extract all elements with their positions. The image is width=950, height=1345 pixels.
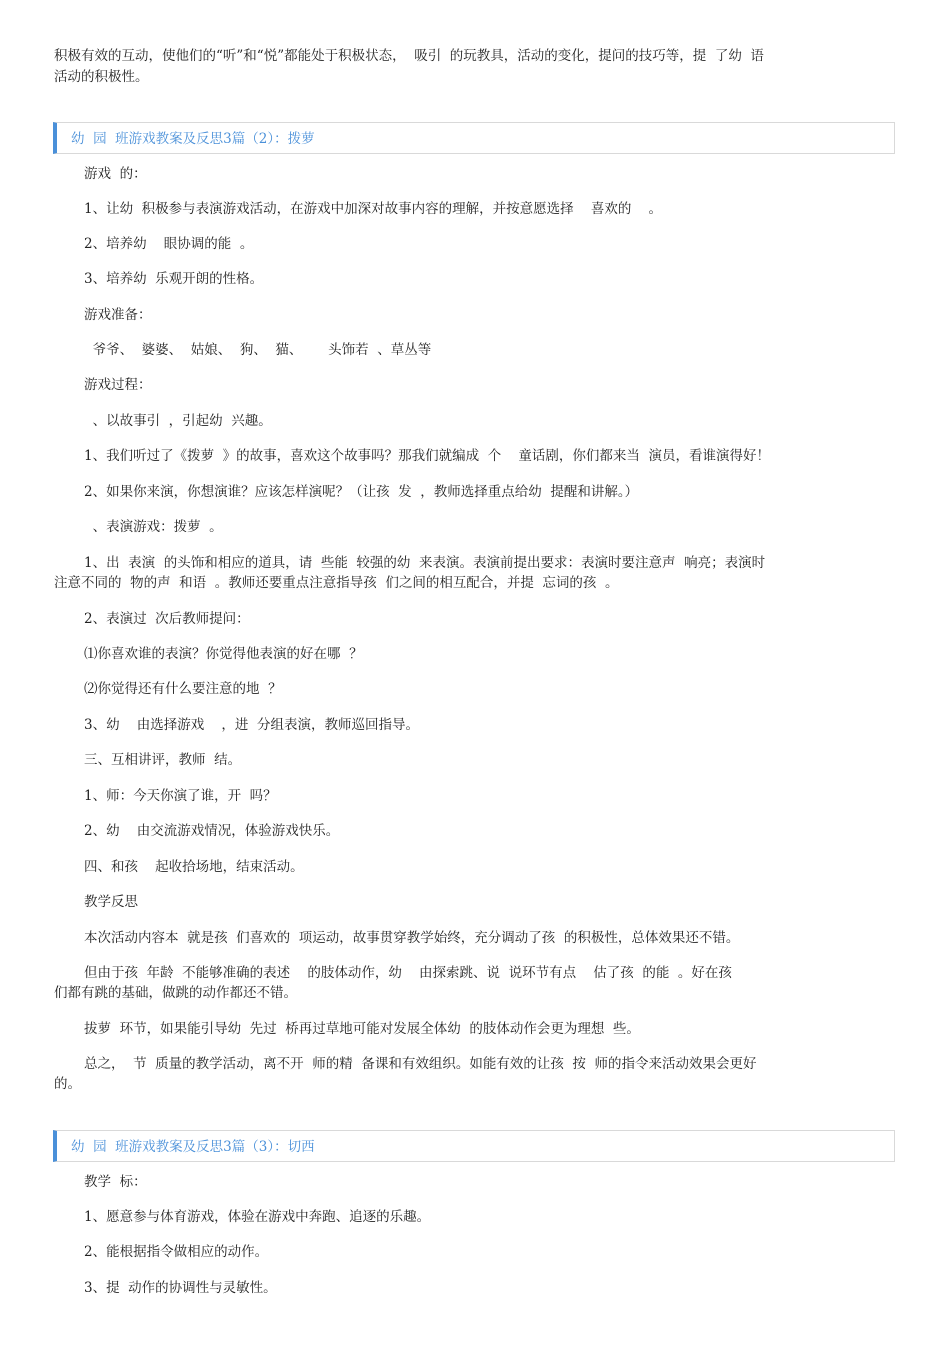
s2-line-b: 3、幼 由选择游戏 ，进 分组表演，教师巡回指导。 <box>84 717 420 733</box>
s2-line-b: 四、和孩 起收拾场地，结束活动。 <box>84 859 304 875</box>
section-3-title: 幼 园 班游戏教案及反思3篇（3）：切西 <box>71 1139 315 1155</box>
s2-line-b: 2、幼 由交流游戏情况，体验游戏快乐。 <box>84 823 340 839</box>
s2-line-b: 三、互相讲评，教师 结。 <box>84 752 242 768</box>
reflection-line-3a: 总之， 节 质量的教学活动，离不开 师的精 备课和有效组织。如能有效的让孩 按 师的指令来活动效果会更好 <box>84 1056 757 1072</box>
reflection-line-2: 拔萝 环节，如果能引导幼 先过 桥再过草地可能对发展全体幼 的肢体动作会更为理想 些。 <box>84 1021 640 1037</box>
intro-line-2: 活动的积极性。 <box>54 69 149 85</box>
s2-line: 游戏过程： <box>84 377 152 393</box>
s3-line: 3、提 动作的协调性与灵敏性。 <box>84 1280 277 1296</box>
section-2-title: 幼 园 班游戏教案及反思3篇（2）：拨萝 <box>71 131 315 147</box>
s2-line-b: 2、表演过 次后教师提问： <box>84 611 250 627</box>
reflection-line-3b: 的。 <box>54 1076 81 1092</box>
s2-line: 2、如果你来演，你想演谁？应该怎样演呢？（让孩 发 ，教师选择重点给幼 提醒和讲解。） <box>84 484 639 500</box>
intro-line-1: 积极有效的互动，使他们的“听”和“悦”都能处于积极状态， 吸引 的玩教具，活动的变化，提问的技巧等，提 了幼 语 <box>54 48 764 64</box>
s2-line: 游戏 的： <box>84 166 147 182</box>
s2-line-b: 教学反思 <box>84 894 138 910</box>
s2-line: 2、培养幼 眼协调的能 。 <box>84 236 254 252</box>
s2-line: 、以故事引 ，引起幼 兴趣。 <box>84 413 272 429</box>
s2-line: 爷爷、 婆婆、 姑娘、 狗、 猫、 头饰若 、草丛等 <box>84 342 432 358</box>
s2-line: 1、让幼 积极参与表演游戏活动，在游戏中加深对故事内容的理解，并按意愿选择 喜欢的 。 <box>84 201 663 217</box>
reflection-line-1a: 但由于孩 年龄 不能够准确的表述 的肢体动作，幼 由探索跳、说 说环节有点 估了孩 的能 。好在孩 <box>84 965 732 981</box>
s2-line: 1、我们听过了《拨萝 》的故事，喜欢这个故事吗？那我们就编成 个 童话剧，你们都来当 演员，看谁演得好！ <box>84 448 771 464</box>
s2-line: 、表演游戏：拨萝 。 <box>84 519 223 535</box>
s2-line-b: ⑴你喜欢谁的表演？你觉得他表演的好在哪 ？ <box>84 646 363 662</box>
s3-line: 教学 标： <box>84 1174 147 1190</box>
s3-line: 1、愿意参与体育游戏，体验在游戏中奔跑、追逐的乐趣。 <box>84 1209 431 1225</box>
section-2-header <box>53 122 895 154</box>
s2-line-b: ⑵你觉得还有什么要注意的地 ？ <box>84 681 282 697</box>
s2-line: 3、培养幼 乐观开朗的性格。 <box>84 271 264 287</box>
s2-line: 游戏准备： <box>84 307 152 323</box>
s2-line-b: 本次活动内容本 就是孩 们喜欢的 项运动，故事贯穿教学始终，充分调动了孩 的积极性，总体效果还不错。 <box>84 930 740 946</box>
s2-perform-line-2: 注意不同的 物的声 和语 。教师还要重点注意指导孩 们之间的相互配合，并提 忘词的孩 。 <box>54 575 619 591</box>
reflection-line-1b: 们都有跳的基础，做跳的动作都还不错。 <box>54 985 297 1001</box>
section-3-header <box>53 1130 895 1162</box>
s3-line: 2、能根据指令做相应的动作。 <box>84 1244 269 1260</box>
s2-perform-line-1: 1、出 表演 的头饰和相应的道具，请 些能 较强的幼 来表演。表演前提出要求：表演时要注意声 响亮；表演时 <box>84 555 766 571</box>
s2-line-b: 1、师：今天你演了谁，开 吗？ <box>84 788 277 804</box>
